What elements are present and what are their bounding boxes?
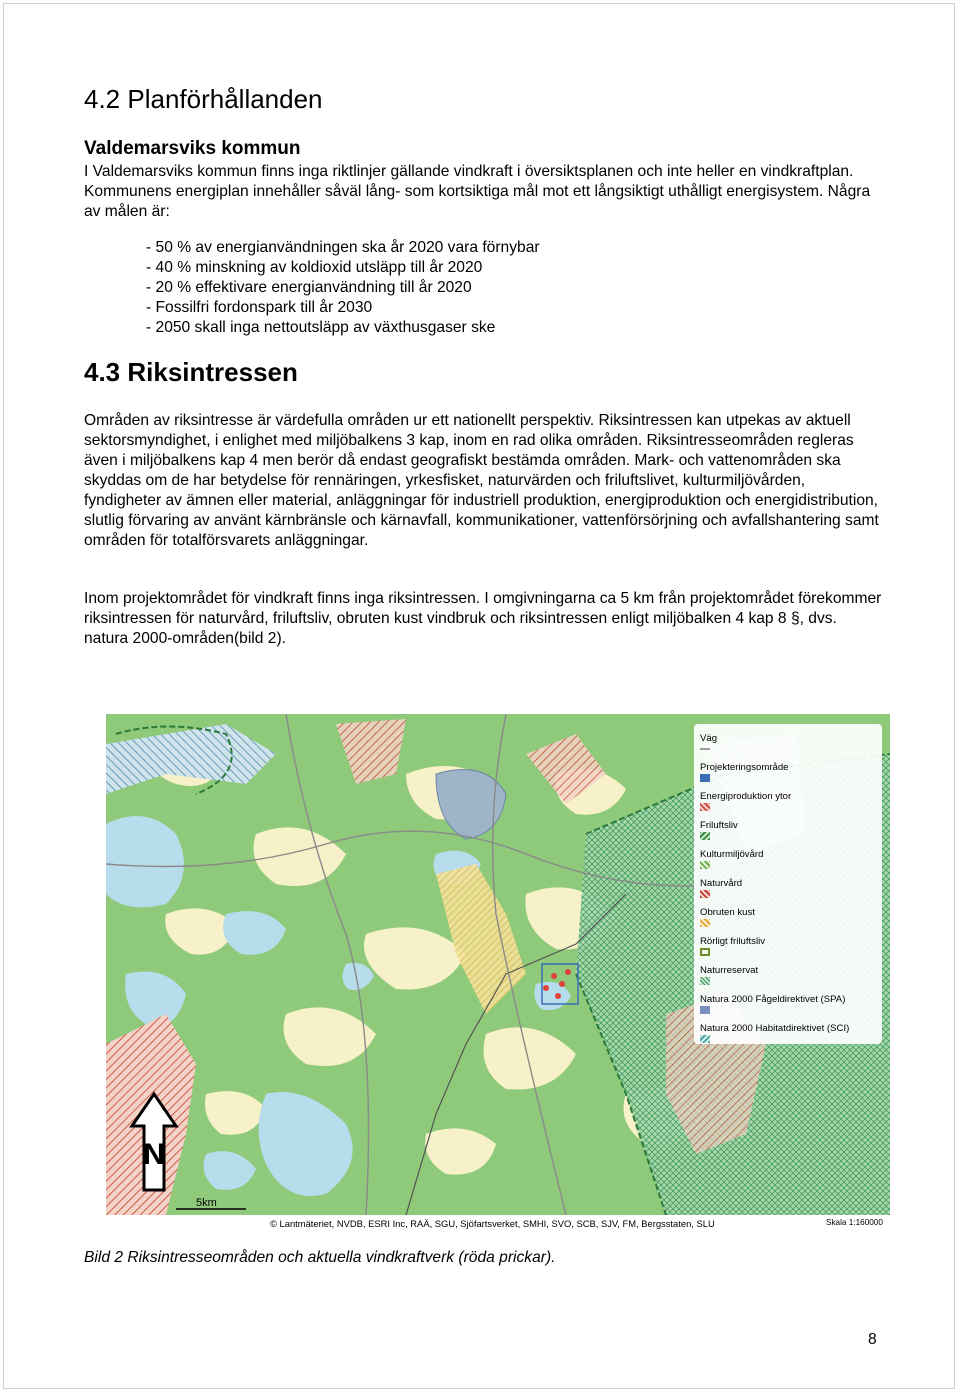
hatch-icon	[700, 890, 710, 898]
map-credits: © Lantmäteriet, NVDB, ESRI Inc, RAÄ, SGU, Sjöfartsverket, SMHI, SVO, SCB, SJV, FM, Bergsstaten, SLU	[270, 1218, 715, 1229]
legend-label: Kulturmiljövård	[700, 849, 764, 860]
legend-item-spa	[700, 994, 846, 1014]
subheading-valdemarsvik: Valdemarsviks kommun	[84, 138, 301, 159]
legend-item-naturreservat	[700, 965, 759, 985]
legend-item-friluftsliv	[700, 820, 738, 840]
hatch-icon	[700, 919, 710, 927]
crosshatch-icon	[700, 977, 710, 985]
square-icon	[700, 1006, 710, 1014]
dashed-border-icon	[700, 948, 710, 956]
legend-label: Natura 2000 Fågeldirektivet (SPA)	[700, 994, 846, 1005]
scale-bar-label: 5km	[196, 1197, 217, 1209]
goal-item: - 20 % effektivare energianvändning till år 2020	[146, 279, 472, 296]
legend-item-rorligt	[700, 936, 766, 956]
legend-label: Energiproduktion ytor	[700, 791, 792, 802]
legend-label: Naturvård	[700, 878, 743, 889]
legend-item-sci	[700, 1023, 850, 1043]
map-scale: Skala 1:160000	[826, 1218, 883, 1227]
goal-item: - 40 % minskning av koldioxid utsläpp till år 2020	[146, 259, 483, 276]
figure-caption: Bild 2 Riksintresseområden och aktuella vindkraftverk (röda prickar).	[84, 1249, 556, 1266]
map-image	[106, 714, 890, 1215]
page-number: 8	[868, 1331, 877, 1348]
legend-item-projektering	[700, 762, 789, 782]
hatch-icon	[700, 832, 710, 840]
goal-item: - 50 % av energianvändningen ska år 2020 vara förnybar	[146, 239, 540, 256]
legend-item-energi	[700, 791, 792, 811]
goals-list	[146, 238, 540, 338]
road-line-icon	[700, 748, 710, 750]
legend-label: Naturreservat	[700, 965, 759, 976]
legend-item-vag	[700, 733, 718, 750]
goal-item: - 2050 skall inga nettoutsläpp av växthusgaser ske	[146, 319, 496, 336]
legend-label: Obruten kust	[700, 907, 755, 918]
hatch-icon	[700, 861, 710, 869]
hatch-icon	[700, 1035, 710, 1043]
paragraph-intro: I Valdemarsviks kommun finns inga riktlinjer gällande vindkraft i översiktsplanen och inte heller en vindkraftplan. Kommunens energiplan innehåller såväl lång- som kortsiktiga mål mot ett långsiktigt uthålligt energisystem. Några av målen är:	[84, 163, 871, 220]
legend-label: Friluftsliv	[700, 820, 738, 831]
goal-item: - Fossilfri fordonspark till år 2030	[146, 299, 373, 316]
legend-label: Väg	[700, 733, 718, 744]
square-icon	[700, 774, 710, 782]
legend-label: Rörligt friluftsliv	[700, 936, 766, 947]
legend-item-naturvard	[700, 878, 743, 898]
heading-4-3: 4.3 Riksintressen	[84, 357, 298, 387]
paragraph-projektomrade: Inom projektområdet för vindkraft finns inga riksintressen. I omgivningarna ca 5 km från projektområdet förekommer riksintressen för naturvård, friluftsliv, obruten kust vindbruk och riksintressen enligt miljöbalken 4 kap 8 §, dvs. natura 2000-områden(bild 2).	[84, 590, 882, 647]
heading-4-2: 4.2 Planförhållanden	[84, 84, 323, 114]
legend-label: Natura 2000 Habitatdirektivet (SCI)	[700, 1023, 850, 1034]
legend-item-kulturmiljo	[700, 849, 764, 869]
legend-item-obruten-kust	[700, 907, 755, 927]
legend-label: Projekteringsområde	[700, 762, 789, 773]
paragraph-riksintressen: Områden av riksintresse är värdefulla områden ur ett nationellt perspektiv. Riksintressen kan utpekas av aktuell sektorsmyndighet, i enlighet med miljöbalkens 3 kap, inom en rad olika områden. Riksintresseområden regleras även i miljöbalkens kap 4 men berör då endast geografiskt bestämda områden. Mark- och vattenområden ska skyddas om de har betydelse för rennäringen, yrkesfisket, naturvärden och friluftslivet, kulturmiljövården, fyndigheter av ämnen eller material, anläggningar för industriell produktion, energiproduktion och energidistribution, slutlig förvaring av använt kärnbränsle och kärnavfall, kommunikationer, vattenförsörjning och avfallshantering samt områden för totalförsvarets anläggningar.	[84, 412, 879, 549]
hatch-icon	[700, 803, 710, 811]
north-label: N	[143, 1138, 165, 1171]
map-legend	[694, 724, 882, 1044]
